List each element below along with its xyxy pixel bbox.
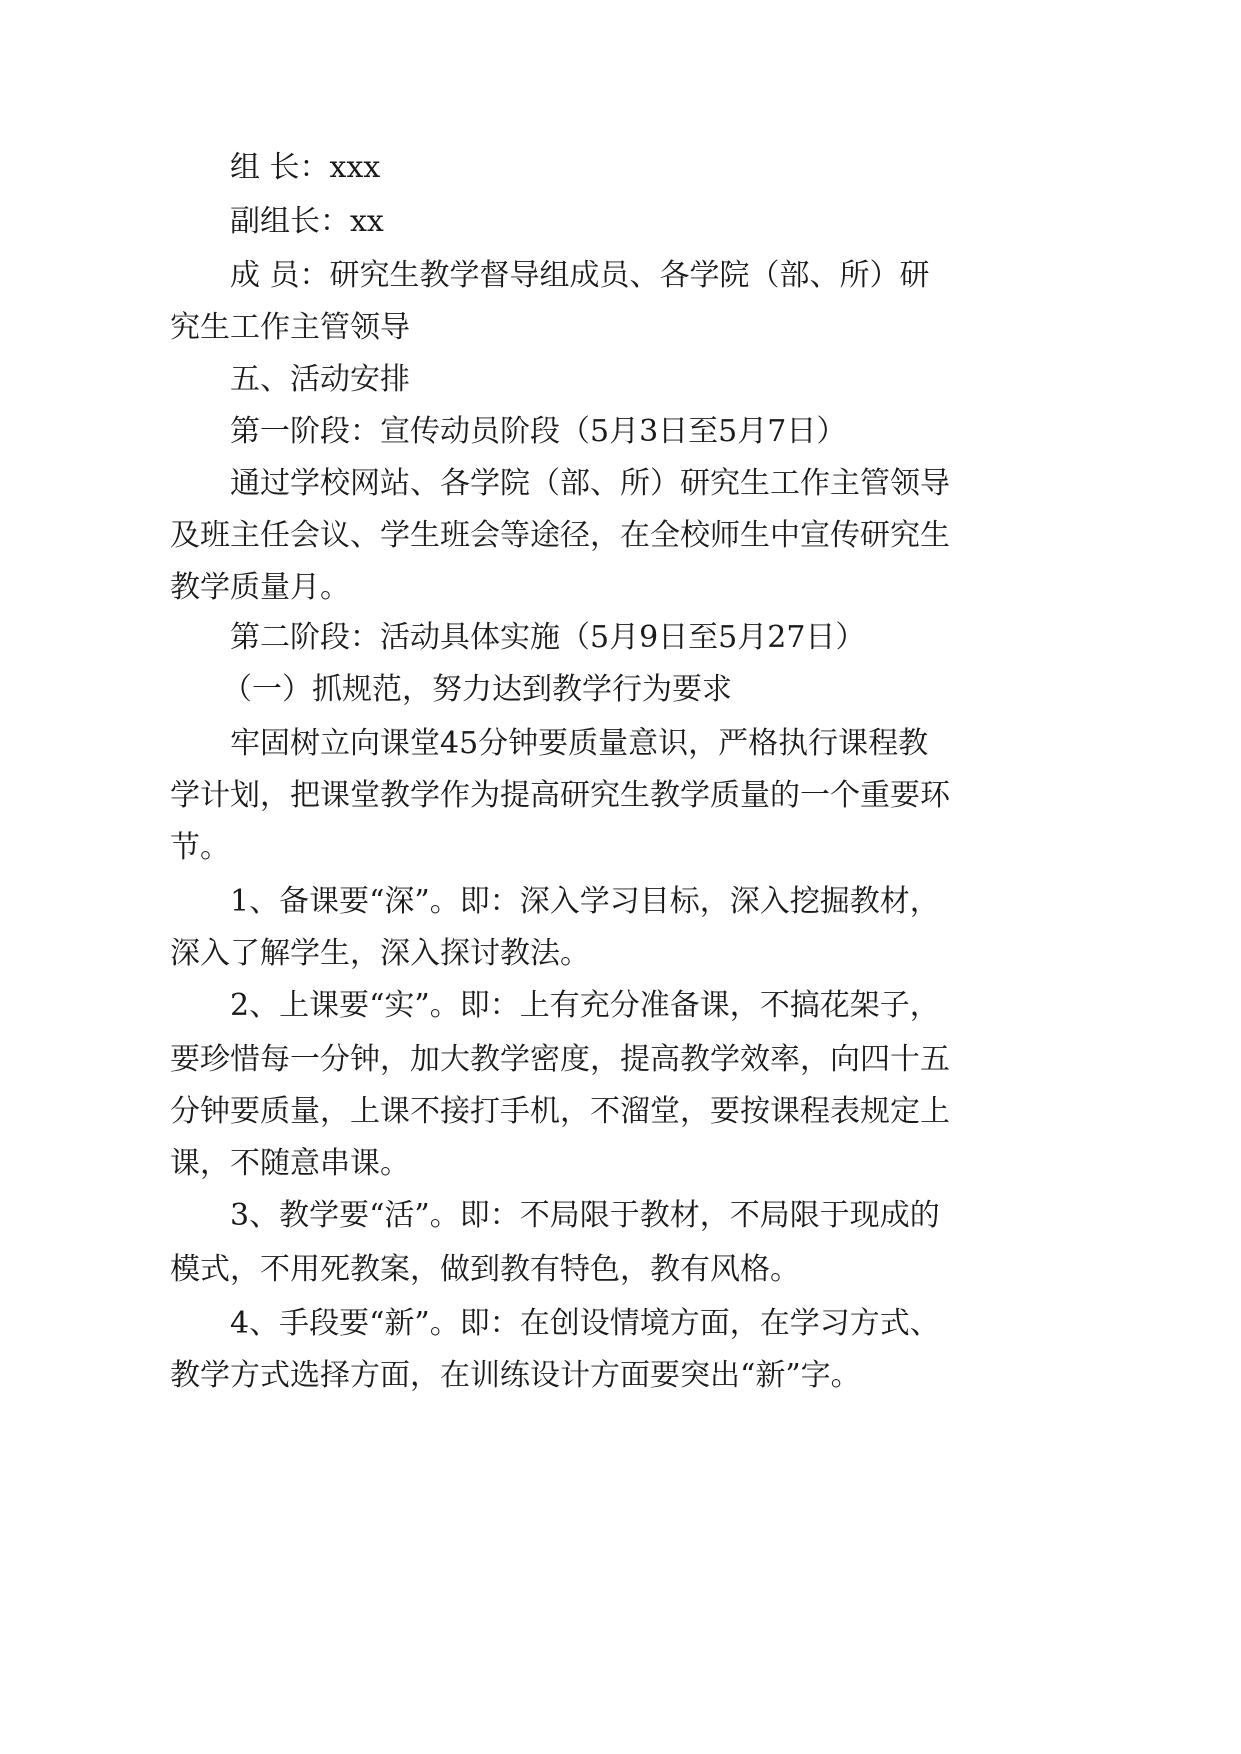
line-text: 究生工作主管领导 — [170, 310, 410, 345]
text-line — [0, 192, 1241, 252]
line-text: 学计划，把课堂教学作为提高研究生教学质量的一个重要环 — [170, 778, 950, 813]
text-line — [0, 350, 1241, 410]
text-line — [0, 976, 1241, 1036]
text-line — [0, 454, 1241, 514]
line-text: 第二阶段：活动具体实施（5月9日至5月27日） — [230, 620, 866, 655]
text-line — [0, 402, 1241, 462]
text-line — [0, 1186, 1241, 1246]
line-text: 深入了解学生，深入探讨教法。 — [170, 936, 590, 971]
line-text: 模式，不用死教案，做到教有特色，教有风格。 — [170, 1252, 800, 1287]
text-line — [0, 818, 1241, 878]
text-line — [0, 766, 1241, 826]
line-text: 节。 — [170, 830, 230, 865]
line-text: 4、手段要“新”。即：在创设情境方面，在学习方式、 — [230, 1306, 940, 1341]
text-line — [0, 872, 1241, 932]
line-text: 要珍惜每一分钟，加大教学密度，提高教学效率，向四十五 — [170, 1042, 950, 1077]
text-line — [0, 1294, 1241, 1354]
line-text: 牢固树立向课堂45分钟要质量意识，严格执行课程教 — [230, 726, 929, 761]
text-line — [0, 660, 1241, 720]
line-text: 组 长：xxx — [230, 150, 381, 185]
text-line — [0, 1134, 1241, 1194]
line-text: 课，不随意串课。 — [170, 1146, 410, 1181]
text-line — [0, 1346, 1241, 1406]
text-line — [0, 246, 1241, 306]
line-text: 五、活动安排 — [230, 362, 410, 397]
text-line — [0, 138, 1241, 198]
line-text: 教学方式选择方面，在训练设计方面要突出“新”字。 — [170, 1358, 861, 1393]
text-line — [0, 1030, 1241, 1090]
line-text: 3、教学要“活”。即：不局限于教材，不局限于现成的 — [230, 1198, 940, 1233]
line-text: 1、备课要“深”。即：深入学习目标，深入挖掘教材， — [230, 884, 940, 919]
text-line — [0, 608, 1241, 668]
line-text: 分钟要质量，上课不接打手机，不溜堂，要按课程表规定上 — [170, 1094, 950, 1129]
text-line — [0, 714, 1241, 774]
line-text: 副组长：xx — [230, 204, 384, 239]
text-line — [0, 924, 1241, 984]
text-line — [0, 1082, 1241, 1142]
text-line — [0, 1240, 1241, 1300]
line-text: 成 员：研究生教学督导组成员、各学院（部、所）研 — [230, 258, 930, 293]
text-line — [0, 506, 1241, 566]
line-text: 通过学校网站、各学院（部、所）研究生工作主管领导 — [230, 466, 950, 501]
line-text: 教学质量月。 — [170, 570, 350, 605]
line-text: 2、上课要“实”。即：上有充分准备课，不搞花架子， — [230, 988, 940, 1023]
text-line — [0, 298, 1241, 358]
line-text: 第一阶段：宣传动员阶段（5月3日至5月7日） — [230, 414, 847, 449]
line-text: （一）抓规范，努力达到教学行为要求 — [222, 672, 732, 707]
line-text: 及班主任会议、学生班会等途径，在全校师生中宣传研究生 — [170, 518, 950, 553]
